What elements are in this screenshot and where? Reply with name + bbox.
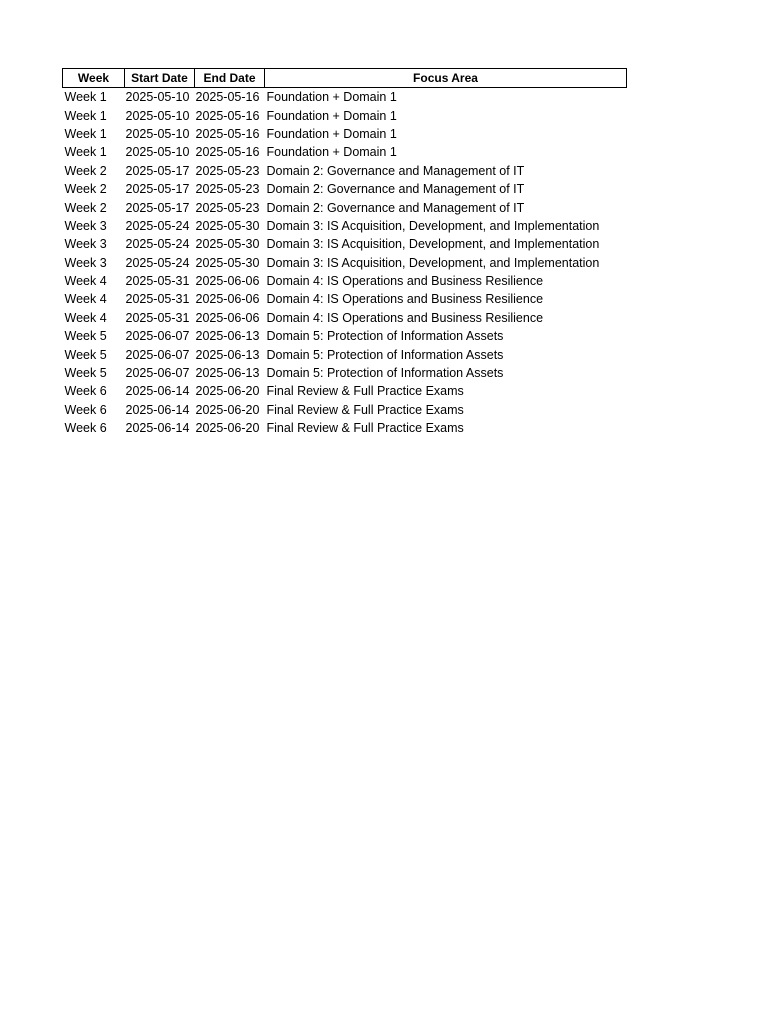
- cell-end-date[interactable]: 2025-06-20: [195, 421, 260, 436]
- header-week[interactable]: Week: [63, 69, 125, 88]
- cell-start-date[interactable]: 2025-05-10: [125, 90, 190, 105]
- header-focus-area[interactable]: Focus Area: [265, 69, 627, 88]
- cell-end-date[interactable]: 2025-06-13: [195, 329, 260, 344]
- cell-week[interactable]: Week 4: [64, 292, 107, 307]
- cell-start-date[interactable]: 2025-05-24: [125, 237, 190, 252]
- cell-focus-area[interactable]: Domain 4: IS Operations and Business Resilience: [266, 274, 544, 289]
- cell-start-date[interactable]: 2025-05-31: [125, 292, 190, 307]
- table-row: [63, 401, 627, 419]
- cell-week[interactable]: Week 5: [64, 329, 107, 344]
- cell-week[interactable]: Week 5: [64, 347, 107, 362]
- table-row: [63, 88, 627, 107]
- cell-week[interactable]: Week 6: [64, 421, 107, 436]
- cell-end-date[interactable]: 2025-05-23: [195, 200, 260, 215]
- cell-week[interactable]: Week 3: [64, 255, 107, 270]
- cell-start-date[interactable]: 2025-06-07: [125, 347, 190, 362]
- cell-end-date[interactable]: 2025-06-06: [195, 274, 260, 289]
- cell-start-date[interactable]: 2025-06-07: [125, 329, 190, 344]
- cell-start-date[interactable]: 2025-05-10: [125, 126, 190, 141]
- table-row: [63, 198, 627, 216]
- cell-start-date[interactable]: 2025-06-14: [125, 402, 190, 417]
- cell-end-date[interactable]: 2025-05-30: [195, 237, 260, 252]
- cell-week[interactable]: Week 2: [64, 182, 107, 197]
- cell-end-date[interactable]: 2025-05-30: [195, 255, 260, 270]
- cell-end-date[interactable]: 2025-06-13: [195, 347, 260, 362]
- cell-week[interactable]: Week 1: [64, 108, 107, 123]
- spreadsheet-sheet: [62, 68, 626, 437]
- cell-focus-area[interactable]: Domain 5: Protection of Information Assets: [266, 366, 504, 381]
- cell-start-date[interactable]: 2025-06-14: [125, 421, 190, 436]
- cell-focus-area[interactable]: Final Review & Full Practice Exams: [266, 384, 464, 399]
- cell-start-date[interactable]: 2025-05-10: [125, 145, 190, 160]
- table-body: [63, 88, 627, 438]
- cell-start-date[interactable]: 2025-05-24: [125, 218, 190, 233]
- cell-week[interactable]: Week 1: [64, 126, 107, 141]
- cell-focus-area[interactable]: Domain 2: Governance and Management of IT: [266, 182, 525, 197]
- cell-focus-area[interactable]: Domain 3: IS Acquisition, Development, and Implementation: [266, 237, 600, 252]
- cell-end-date[interactable]: 2025-06-20: [195, 402, 260, 417]
- cell-end-date[interactable]: 2025-05-16: [195, 145, 260, 160]
- cell-start-date[interactable]: 2025-05-31: [125, 310, 190, 325]
- cell-focus-area[interactable]: Domain 4: IS Operations and Business Resilience: [266, 292, 544, 307]
- table-row: [63, 106, 627, 124]
- cell-focus-area[interactable]: Domain 2: Governance and Management of IT: [266, 163, 525, 178]
- cell-end-date[interactable]: 2025-05-23: [195, 182, 260, 197]
- table-row: [63, 180, 627, 198]
- cell-end-date[interactable]: 2025-05-16: [195, 108, 260, 123]
- table-row: [63, 419, 627, 437]
- table-row: [63, 382, 627, 400]
- cell-end-date[interactable]: 2025-06-06: [195, 292, 260, 307]
- cell-end-date[interactable]: 2025-05-16: [195, 126, 260, 141]
- cell-start-date[interactable]: 2025-05-24: [125, 255, 190, 270]
- cell-focus-area[interactable]: Domain 2: Governance and Management of IT: [266, 200, 525, 215]
- table-row: [63, 327, 627, 345]
- cell-start-date[interactable]: 2025-06-14: [125, 384, 190, 399]
- table-row: [63, 162, 627, 180]
- cell-start-date[interactable]: 2025-05-10: [125, 108, 190, 123]
- cell-end-date[interactable]: 2025-05-30: [195, 218, 260, 233]
- cell-focus-area[interactable]: Domain 4: IS Operations and Business Resilience: [266, 310, 544, 325]
- cell-week[interactable]: Week 3: [64, 237, 107, 252]
- table-row: [63, 272, 627, 290]
- cell-start-date[interactable]: 2025-06-07: [125, 366, 190, 381]
- table-row: [63, 290, 627, 308]
- header-end-date[interactable]: End Date: [195, 69, 265, 88]
- study-schedule-table: [62, 68, 627, 437]
- cell-focus-area[interactable]: Foundation + Domain 1: [266, 90, 397, 105]
- table-header-row: [63, 69, 627, 88]
- table-row: [63, 309, 627, 327]
- cell-end-date[interactable]: 2025-06-13: [195, 366, 260, 381]
- table-row: [63, 217, 627, 235]
- cell-start-date[interactable]: 2025-05-17: [125, 163, 190, 178]
- cell-end-date[interactable]: 2025-05-16: [195, 90, 260, 105]
- cell-week[interactable]: Week 1: [64, 90, 107, 105]
- cell-start-date[interactable]: 2025-05-17: [125, 200, 190, 215]
- table-row: [63, 345, 627, 363]
- cell-week[interactable]: Week 1: [64, 145, 107, 160]
- cell-focus-area[interactable]: Foundation + Domain 1: [266, 145, 397, 160]
- cell-start-date[interactable]: 2025-05-31: [125, 274, 190, 289]
- cell-focus-area[interactable]: Foundation + Domain 1: [266, 108, 397, 123]
- cell-focus-area[interactable]: Final Review & Full Practice Exams: [266, 421, 464, 436]
- cell-start-date[interactable]: 2025-05-17: [125, 182, 190, 197]
- cell-week[interactable]: Week 4: [64, 274, 107, 289]
- cell-week[interactable]: Week 6: [64, 384, 107, 399]
- table-row: [63, 143, 627, 161]
- cell-week[interactable]: Week 3: [64, 218, 107, 233]
- cell-focus-area[interactable]: Domain 3: IS Acquisition, Development, and Implementation: [266, 255, 600, 270]
- cell-week[interactable]: Week 5: [64, 366, 107, 381]
- table-row: [63, 254, 627, 272]
- table-row: [63, 364, 627, 382]
- cell-week[interactable]: Week 2: [64, 200, 107, 215]
- cell-focus-area[interactable]: Final Review & Full Practice Exams: [266, 402, 464, 417]
- header-start-date[interactable]: Start Date: [125, 69, 195, 88]
- cell-end-date[interactable]: 2025-05-23: [195, 163, 260, 178]
- cell-focus-area[interactable]: Domain 5: Protection of Information Assets: [266, 329, 504, 344]
- table-row: [63, 235, 627, 253]
- cell-end-date[interactable]: 2025-06-06: [195, 310, 260, 325]
- cell-focus-area[interactable]: Foundation + Domain 1: [266, 126, 397, 141]
- table-row: [63, 125, 627, 143]
- cell-week[interactable]: Week 4: [64, 310, 107, 325]
- cell-focus-area[interactable]: Domain 5: Protection of Information Assets: [266, 347, 504, 362]
- cell-week[interactable]: Week 2: [64, 163, 107, 178]
- cell-end-date[interactable]: 2025-06-20: [195, 384, 260, 399]
- cell-week[interactable]: Week 6: [64, 402, 107, 417]
- cell-focus-area[interactable]: Domain 3: IS Acquisition, Development, and Implementation: [266, 218, 600, 233]
